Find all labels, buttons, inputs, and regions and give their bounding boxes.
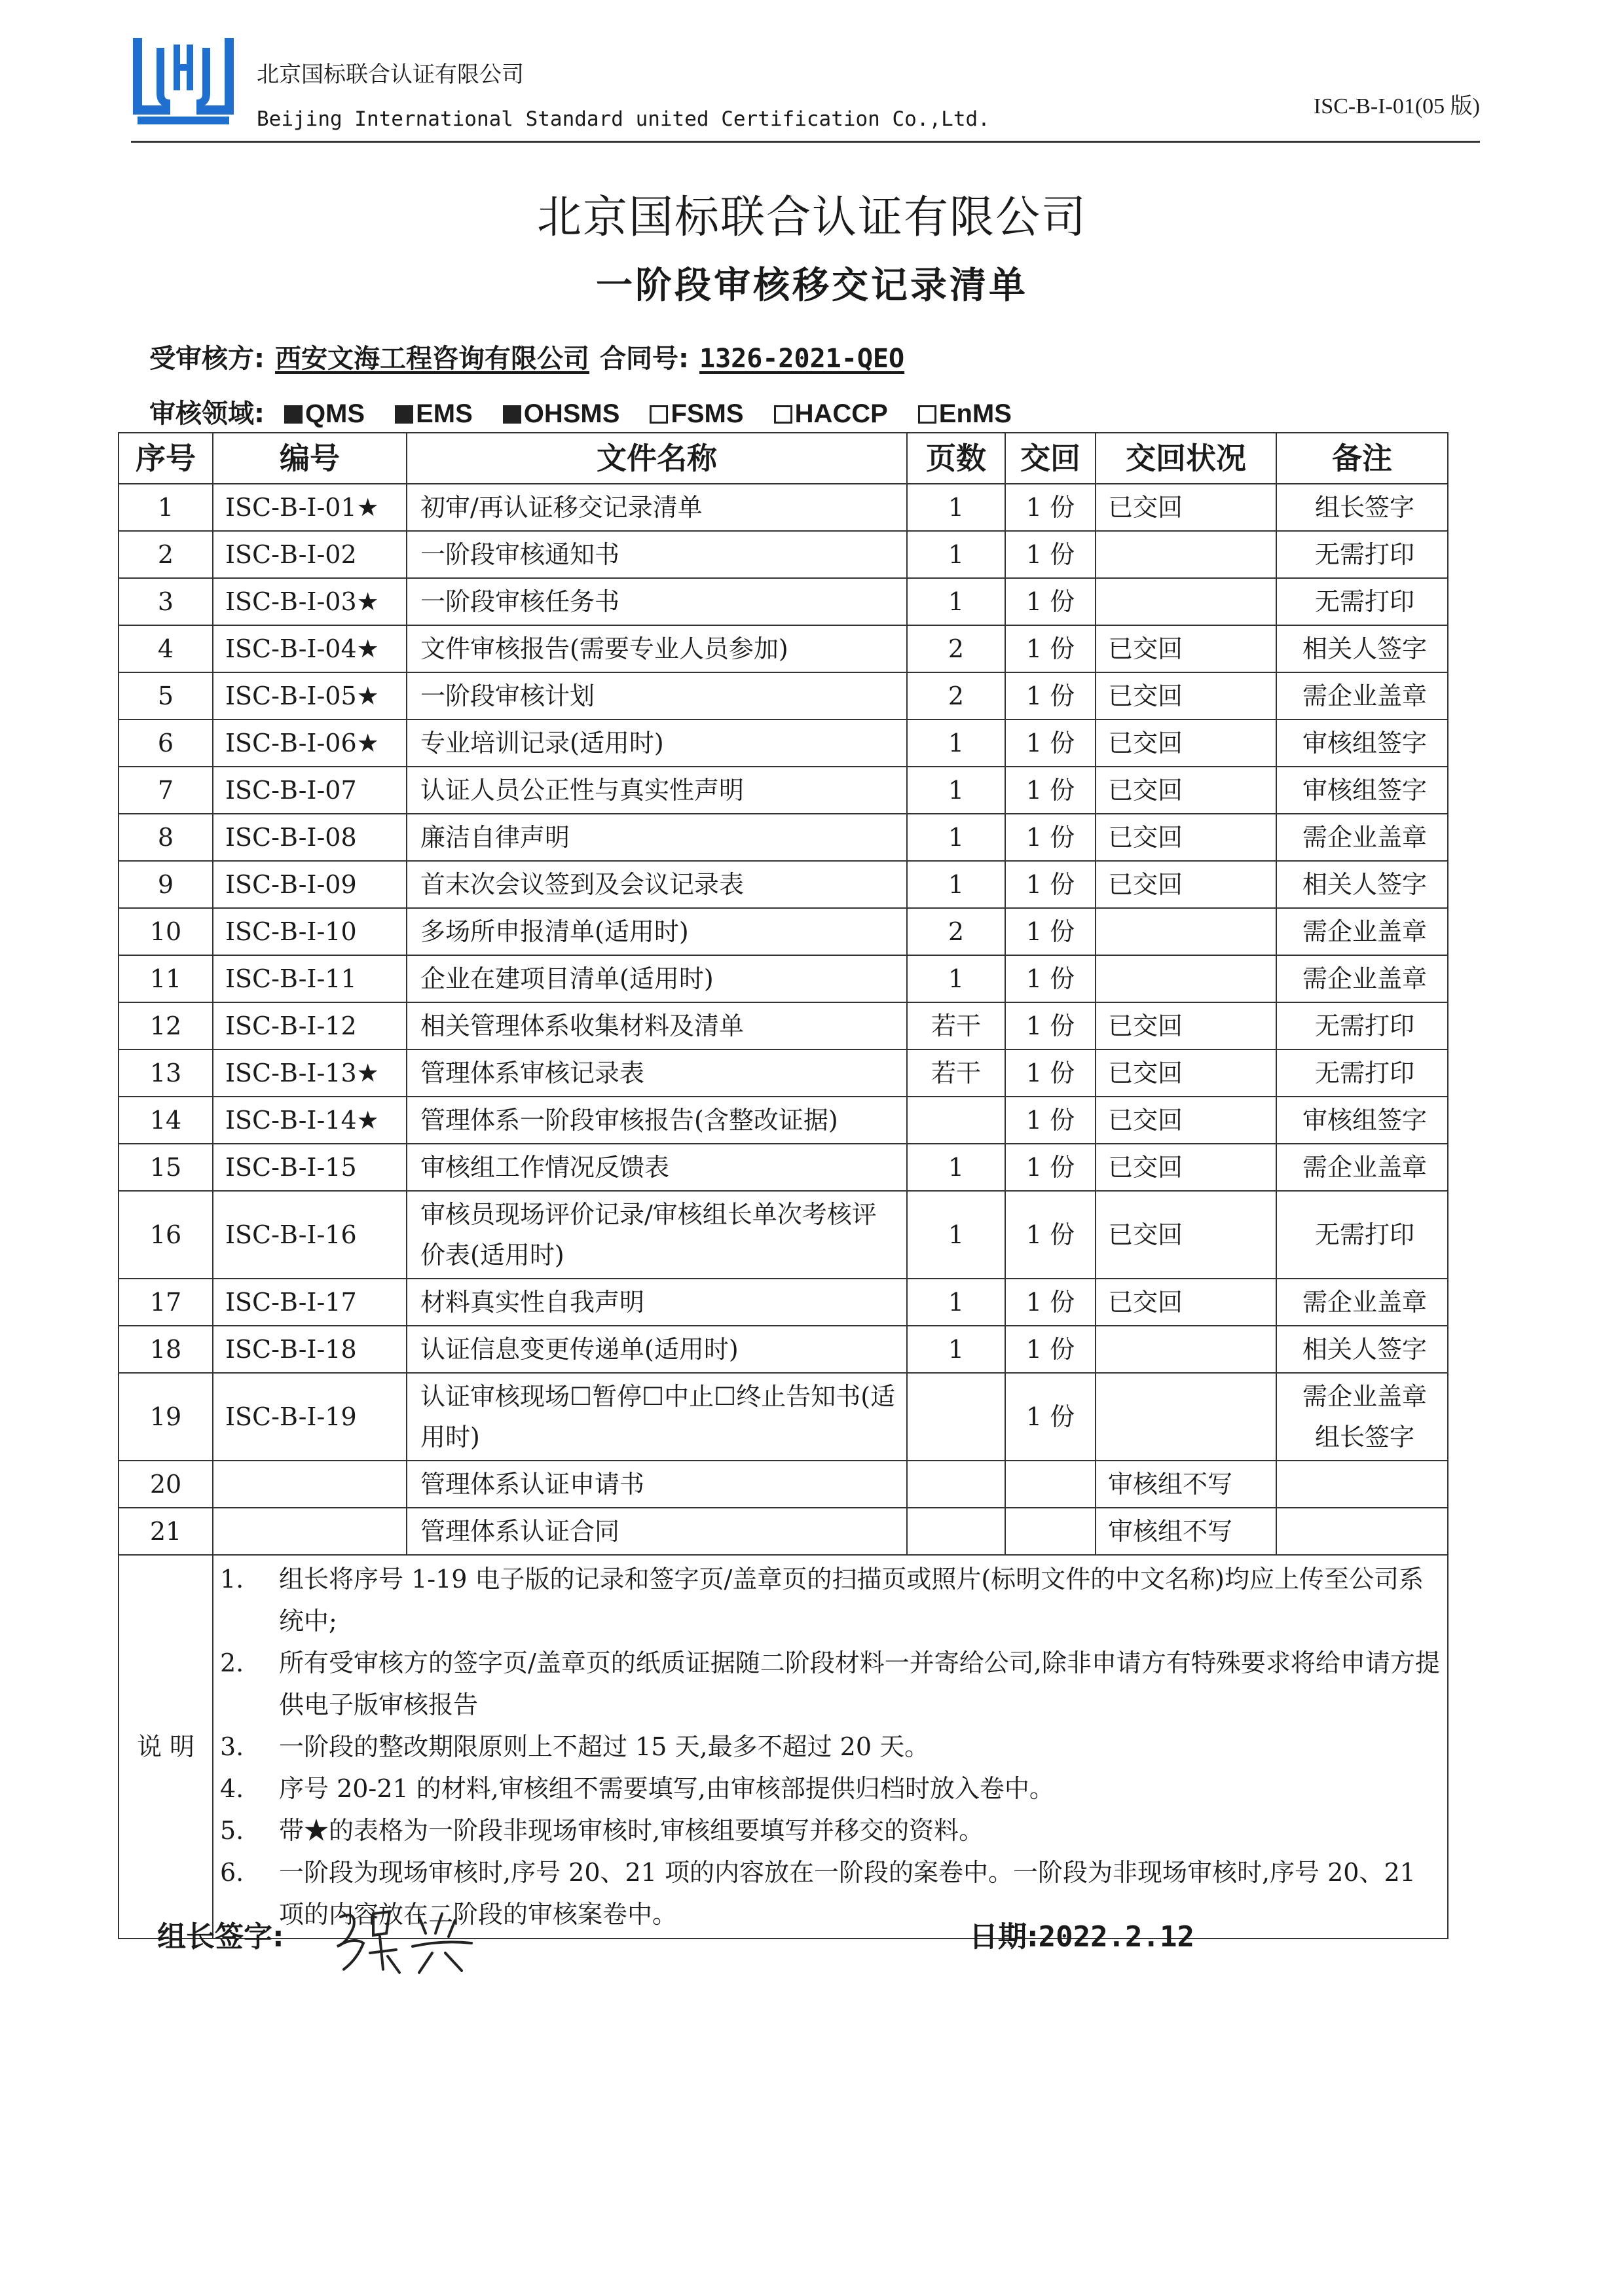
- domain-haccp: [774, 399, 888, 428]
- cell-code: ISC-B-I-04★: [213, 625, 407, 672]
- cell-pages: [907, 1461, 1005, 1508]
- table-row: [119, 955, 1448, 1002]
- note-number: 4.: [220, 1774, 244, 1803]
- cell-remarks: 审核组签字: [1276, 767, 1448, 814]
- unchecked-box-icon: [650, 405, 668, 424]
- cell-seq: 5: [119, 672, 213, 720]
- cell-seq: 3: [119, 578, 213, 625]
- cell-returned: 1 份: [1005, 767, 1096, 814]
- cell-pages: 2: [907, 625, 1005, 672]
- note-text: 组长将序号 1-19 电子版的记录和签字页/盖章页的扫描页或照片(标明文件的中文名称)均应上传至公司系统中;: [279, 1565, 1424, 1635]
- cell-returned: 1 份: [1005, 1049, 1096, 1097]
- cell-remarks: 审核组签字: [1276, 720, 1448, 767]
- cell-return-status: [1096, 1326, 1276, 1373]
- cell-remarks: [1276, 1508, 1448, 1555]
- auditee-label: 受审核方:: [149, 344, 265, 374]
- cell-remarks: 无需打印: [1276, 578, 1448, 625]
- cell-code: ISC-B-I-09: [213, 861, 407, 908]
- cell-file-name: 初审/再认证移交记录清单: [407, 484, 907, 531]
- cell-file-name: 管理体系认证合同: [407, 1508, 907, 1555]
- cell-code: ISC-B-I-07: [213, 767, 407, 814]
- col-header-seq: 序号: [119, 433, 213, 484]
- cell-return-status: [1096, 578, 1276, 625]
- col-header-remarks: 备注: [1276, 433, 1448, 484]
- table-row: [119, 1326, 1448, 1373]
- cell-seq: 17: [119, 1279, 213, 1326]
- cell-code: ISC-B-I-12: [213, 1002, 407, 1049]
- cell-file-name: 相关管理体系收集材料及清单: [407, 1002, 907, 1049]
- cell-pages: 1: [907, 484, 1005, 531]
- col-header-file-name: 文件名称: [407, 433, 907, 484]
- table-row: [119, 672, 1448, 720]
- domain-label-text: HACCP: [794, 399, 888, 428]
- cell-file-name: 认证信息变更传递单(适用时): [407, 1326, 907, 1373]
- cell-seq: 11: [119, 955, 213, 1002]
- notes-label: 说 明: [119, 1555, 213, 1939]
- cell-return-status: 已交回: [1096, 625, 1276, 672]
- cell-return-status: 已交回: [1096, 1144, 1276, 1191]
- company-name-en: Beijing International Standard united Certification Co.,Ltd.: [257, 107, 990, 131]
- cell-file-name: 廉洁自律声明: [407, 814, 907, 861]
- domain-enms: [918, 399, 1012, 428]
- cell-returned: 1 份: [1005, 578, 1096, 625]
- cell-returned: 1 份: [1005, 531, 1096, 578]
- cell-return-status: 已交回: [1096, 814, 1276, 861]
- cell-code: ISC-B-I-15: [213, 1144, 407, 1191]
- cell-code: ISC-B-I-10: [213, 908, 407, 955]
- cell-returned: 1 份: [1005, 1373, 1096, 1461]
- cell-pages: [907, 1508, 1005, 1555]
- cell-pages: 1: [907, 1326, 1005, 1373]
- cell-code: ISC-B-I-06★: [213, 720, 407, 767]
- col-header-code: 编号: [213, 433, 407, 484]
- cell-remarks: 需企业盖章: [1276, 1144, 1448, 1191]
- contract-value: 1326-2021-QEO: [699, 344, 905, 374]
- domain-fsms: [650, 399, 743, 428]
- domain-label-text: FSMS: [671, 399, 744, 428]
- cell-seq: 21: [119, 1508, 213, 1555]
- cell-file-name: 一阶段审核通知书: [407, 531, 907, 578]
- cell-return-status: 已交回: [1096, 720, 1276, 767]
- domain-label-text: EMS: [416, 399, 473, 428]
- cell-returned: [1005, 1508, 1096, 1555]
- table-row: [119, 1508, 1448, 1555]
- date-label: 日期:: [969, 1920, 1039, 1954]
- cell-file-name: 管理体系一阶段审核报告(含整改证据): [407, 1097, 907, 1144]
- col-header-return-status: 交回状况: [1096, 433, 1276, 484]
- cell-pages: 1: [907, 1191, 1005, 1279]
- table-row: [119, 578, 1448, 625]
- cell-returned: 1 份: [1005, 861, 1096, 908]
- cell-seq: 13: [119, 1049, 213, 1097]
- cell-seq: 7: [119, 767, 213, 814]
- table-row: [119, 1002, 1448, 1049]
- cell-seq: 9: [119, 861, 213, 908]
- cell-remarks: 无需打印: [1276, 1191, 1448, 1279]
- table-row: [119, 814, 1448, 861]
- note-item: [220, 1810, 1441, 1851]
- cell-seq: 4: [119, 625, 213, 672]
- table-row: [119, 1279, 1448, 1326]
- cell-return-status: 已交回: [1096, 484, 1276, 531]
- cell-file-name: 文件审核报告(需要专业人员参加): [407, 625, 907, 672]
- cell-returned: 1 份: [1005, 1144, 1096, 1191]
- note-text: 一阶段为现场审核时,序号 20、21 项的内容放在一阶段的案卷中。一阶段为非现场审核时,序号 20、21 项的内容放在二阶段的审核案卷中。: [279, 1858, 1416, 1929]
- cell-file-name: 认证审核现场☐暂停☐中止☐终止告知书(适用时): [407, 1373, 907, 1461]
- cell-file-name: 首末次会议签到及会议记录表: [407, 861, 907, 908]
- table-row: [119, 1373, 1448, 1461]
- table-row: [119, 625, 1448, 672]
- cell-seq: 19: [119, 1373, 213, 1461]
- cell-code: ISC-B-I-02: [213, 531, 407, 578]
- cell-seq: 8: [119, 814, 213, 861]
- note-text: 所有受审核方的签字页/盖章页的纸质证据随二阶段材料一并寄给公司,除非申请方有特殊要求将给申请方提供电子版审核报告: [279, 1649, 1440, 1719]
- note-number: 6.: [220, 1858, 244, 1887]
- cell-file-name: 材料真实性自我声明: [407, 1279, 907, 1326]
- cell-remarks: [1276, 1461, 1448, 1508]
- cell-file-name: 一阶段审核任务书: [407, 578, 907, 625]
- table-row: [119, 1097, 1448, 1144]
- cell-pages: 1: [907, 531, 1005, 578]
- cell-remarks: 需企业盖章: [1276, 814, 1448, 861]
- cell-returned: 1 份: [1005, 1191, 1096, 1279]
- checked-box-icon: [503, 405, 521, 424]
- cell-return-status: 已交回: [1096, 1002, 1276, 1049]
- note-item: [220, 1558, 1441, 1642]
- cell-code: ISC-B-I-03★: [213, 578, 407, 625]
- col-header-returned: 交回: [1005, 433, 1096, 484]
- cell-seq: 15: [119, 1144, 213, 1191]
- domain-label-text: QMS: [304, 399, 365, 428]
- cell-returned: 1 份: [1005, 814, 1096, 861]
- cell-code: [213, 1508, 407, 1555]
- cell-remarks: 无需打印: [1276, 1002, 1448, 1049]
- notes-cell: [213, 1555, 1448, 1939]
- cell-pages: 1: [907, 578, 1005, 625]
- cell-code: ISC-B-I-13★: [213, 1049, 407, 1097]
- cell-seq: 1: [119, 484, 213, 531]
- cell-file-name: 审核组工作情况反馈表: [407, 1144, 907, 1191]
- cell-pages: 1: [907, 720, 1005, 767]
- cell-pages: 1: [907, 814, 1005, 861]
- cell-returned: 1 份: [1005, 1326, 1096, 1373]
- note-text: 一阶段的整改期限原则上不超过 15 天,最多不超过 20 天。: [279, 1732, 930, 1761]
- cell-pages: 2: [907, 908, 1005, 955]
- unchecked-box-icon: [918, 405, 936, 424]
- cell-file-name: 多场所申报清单(适用时): [407, 908, 907, 955]
- cell-returned: 1 份: [1005, 1002, 1096, 1049]
- header-divider: [131, 141, 1480, 143]
- table-row: [119, 1461, 1448, 1508]
- company-logo-icon: [131, 31, 236, 130]
- cell-return-status: 已交回: [1096, 1191, 1276, 1279]
- cell-returned: 1 份: [1005, 720, 1096, 767]
- cell-returned: 1 份: [1005, 1097, 1096, 1144]
- checked-box-icon: [284, 405, 303, 424]
- note-number: 3.: [220, 1732, 244, 1761]
- cell-file-name: 审核员现场评价记录/审核组长单次考核评价表(适用时): [407, 1191, 907, 1279]
- cell-seq: 12: [119, 1002, 213, 1049]
- cell-remarks: 审核组签字: [1276, 1097, 1448, 1144]
- domain-ohsms: [503, 399, 620, 428]
- leader-signature-label: 组长签字:: [157, 1920, 284, 1954]
- cell-return-status: [1096, 531, 1276, 578]
- cell-pages: 若干: [907, 1049, 1005, 1097]
- note-number: 2.: [220, 1649, 244, 1677]
- cell-pages: [907, 1373, 1005, 1461]
- checked-box-icon: [395, 405, 413, 424]
- table-row: [119, 484, 1448, 531]
- cell-seq: 20: [119, 1461, 213, 1508]
- cell-code: ISC-B-I-16: [213, 1191, 407, 1279]
- audit-domain-line: [149, 393, 1042, 430]
- unchecked-box-icon: [774, 405, 792, 424]
- contract-label: 合同号:: [600, 344, 689, 374]
- cell-pages: 1: [907, 1279, 1005, 1326]
- table-row: [119, 720, 1448, 767]
- cell-code: ISC-B-I-11: [213, 955, 407, 1002]
- cell-returned: [1005, 1461, 1096, 1508]
- table-row: [119, 1144, 1448, 1191]
- cell-file-name: 管理体系认证申请书: [407, 1461, 907, 1508]
- domain-checkboxes: [284, 399, 1042, 429]
- cell-remarks: 相关人签字: [1276, 1326, 1448, 1373]
- notes-row: [119, 1555, 1448, 1939]
- cell-file-name: 认证人员公正性与真实性声明: [407, 767, 907, 814]
- page-subtitle: 一阶段审核移交记录清单: [596, 264, 1028, 307]
- domain-qms: [284, 399, 365, 428]
- cell-pages: 1: [907, 1144, 1005, 1191]
- date-line: [969, 1913, 1194, 1955]
- note-number: 5.: [220, 1816, 244, 1845]
- table-row: [119, 908, 1448, 955]
- cell-file-name: 一阶段审核计划: [407, 672, 907, 720]
- table-header-row: [119, 433, 1448, 484]
- cell-pages: 1: [907, 955, 1005, 1002]
- domain-label-text: EnMS: [938, 399, 1012, 428]
- document-code: ISC-B-I-01(05 版): [1313, 94, 1480, 118]
- cell-seq: 6: [119, 720, 213, 767]
- cell-seq: 16: [119, 1191, 213, 1279]
- cell-code: ISC-B-I-08: [213, 814, 407, 861]
- cell-return-status: [1096, 908, 1276, 955]
- note-text: 带★的表格为一阶段非现场审核时,审核组要填写并移交的资料。: [279, 1816, 984, 1845]
- cell-remarks: 无需打印: [1276, 1049, 1448, 1097]
- cell-return-status: 已交回: [1096, 861, 1276, 908]
- table-row: [119, 1191, 1448, 1279]
- domain-label-text: OHSMS: [523, 399, 620, 428]
- letterhead: [131, 31, 1480, 144]
- cell-code: ISC-B-I-05★: [213, 672, 407, 720]
- leader-signature: [327, 1897, 498, 1982]
- cell-remarks: 需企业盖章 组长签字: [1276, 1373, 1448, 1461]
- domain-ems: [395, 399, 473, 428]
- cell-seq: 2: [119, 531, 213, 578]
- cell-remarks: 相关人签字: [1276, 625, 1448, 672]
- note-item: [220, 1726, 1441, 1768]
- cell-code: ISC-B-I-19: [213, 1373, 407, 1461]
- cell-return-status: 审核组不写: [1096, 1508, 1276, 1555]
- cell-seq: 18: [119, 1326, 213, 1373]
- domain-label: 审核领域:: [149, 399, 265, 429]
- cell-returned: 1 份: [1005, 1279, 1096, 1326]
- cell-pages: 1: [907, 767, 1005, 814]
- cell-remarks: 需企业盖章: [1276, 672, 1448, 720]
- note-item: [220, 1642, 1441, 1726]
- cell-code: ISC-B-I-18: [213, 1326, 407, 1373]
- page-title: 北京国标联合认证有限公司: [536, 192, 1087, 244]
- table-row: [119, 861, 1448, 908]
- cell-return-status: 审核组不写: [1096, 1461, 1276, 1508]
- cell-return-status: 已交回: [1096, 1049, 1276, 1097]
- cell-returned: 1 份: [1005, 484, 1096, 531]
- cell-return-status: [1096, 1373, 1276, 1461]
- cell-pages: 2: [907, 672, 1005, 720]
- cell-remarks: 需企业盖章: [1276, 908, 1448, 955]
- cell-code: [213, 1461, 407, 1508]
- cell-file-name: 专业培训记录(适用时): [407, 720, 907, 767]
- cell-remarks: 需企业盖章: [1276, 955, 1448, 1002]
- cell-code: ISC-B-I-14★: [213, 1097, 407, 1144]
- cell-pages: 若干: [907, 1002, 1005, 1049]
- cell-seq: 10: [119, 908, 213, 955]
- cell-return-status: 已交回: [1096, 1279, 1276, 1326]
- cell-remarks: 无需打印: [1276, 531, 1448, 578]
- cell-return-status: 已交回: [1096, 1097, 1276, 1144]
- cell-remarks: 相关人签字: [1276, 861, 1448, 908]
- note-text: 序号 20-21 的材料,审核组不需要填写,由审核部提供归档时放入卷中。: [279, 1774, 1054, 1803]
- note-number: 1.: [220, 1565, 244, 1594]
- cell-returned: 1 份: [1005, 625, 1096, 672]
- cell-seq: 14: [119, 1097, 213, 1144]
- cell-returned: 1 份: [1005, 672, 1096, 720]
- cell-return-status: [1096, 955, 1276, 1002]
- cell-return-status: 已交回: [1096, 672, 1276, 720]
- cell-code: ISC-B-I-17: [213, 1279, 407, 1326]
- cell-return-status: 已交回: [1096, 767, 1276, 814]
- cell-pages: [907, 1097, 1005, 1144]
- table-row: [119, 1049, 1448, 1097]
- cell-pages: 1: [907, 861, 1005, 908]
- transfer-record-table: [118, 432, 1449, 1939]
- date-value: 2022.2.12: [1038, 1920, 1195, 1954]
- auditee-line: [149, 338, 904, 375]
- cell-code: ISC-B-I-01★: [213, 484, 407, 531]
- table-row: [119, 767, 1448, 814]
- cell-file-name: 管理体系审核记录表: [407, 1049, 907, 1097]
- table-row: [119, 531, 1448, 578]
- cell-remarks: 需企业盖章: [1276, 1279, 1448, 1326]
- col-header-pages: 页数: [907, 433, 1005, 484]
- company-name-cn: 北京国标联合认证有限公司: [257, 62, 524, 88]
- cell-file-name: 企业在建项目清单(适用时): [407, 955, 907, 1002]
- auditee-value: 西安文海工程咨询有限公司: [275, 344, 589, 374]
- cell-remarks: 组长签字: [1276, 484, 1448, 531]
- cell-returned: 1 份: [1005, 955, 1096, 1002]
- cell-returned: 1 份: [1005, 908, 1096, 955]
- note-item: [220, 1768, 1441, 1810]
